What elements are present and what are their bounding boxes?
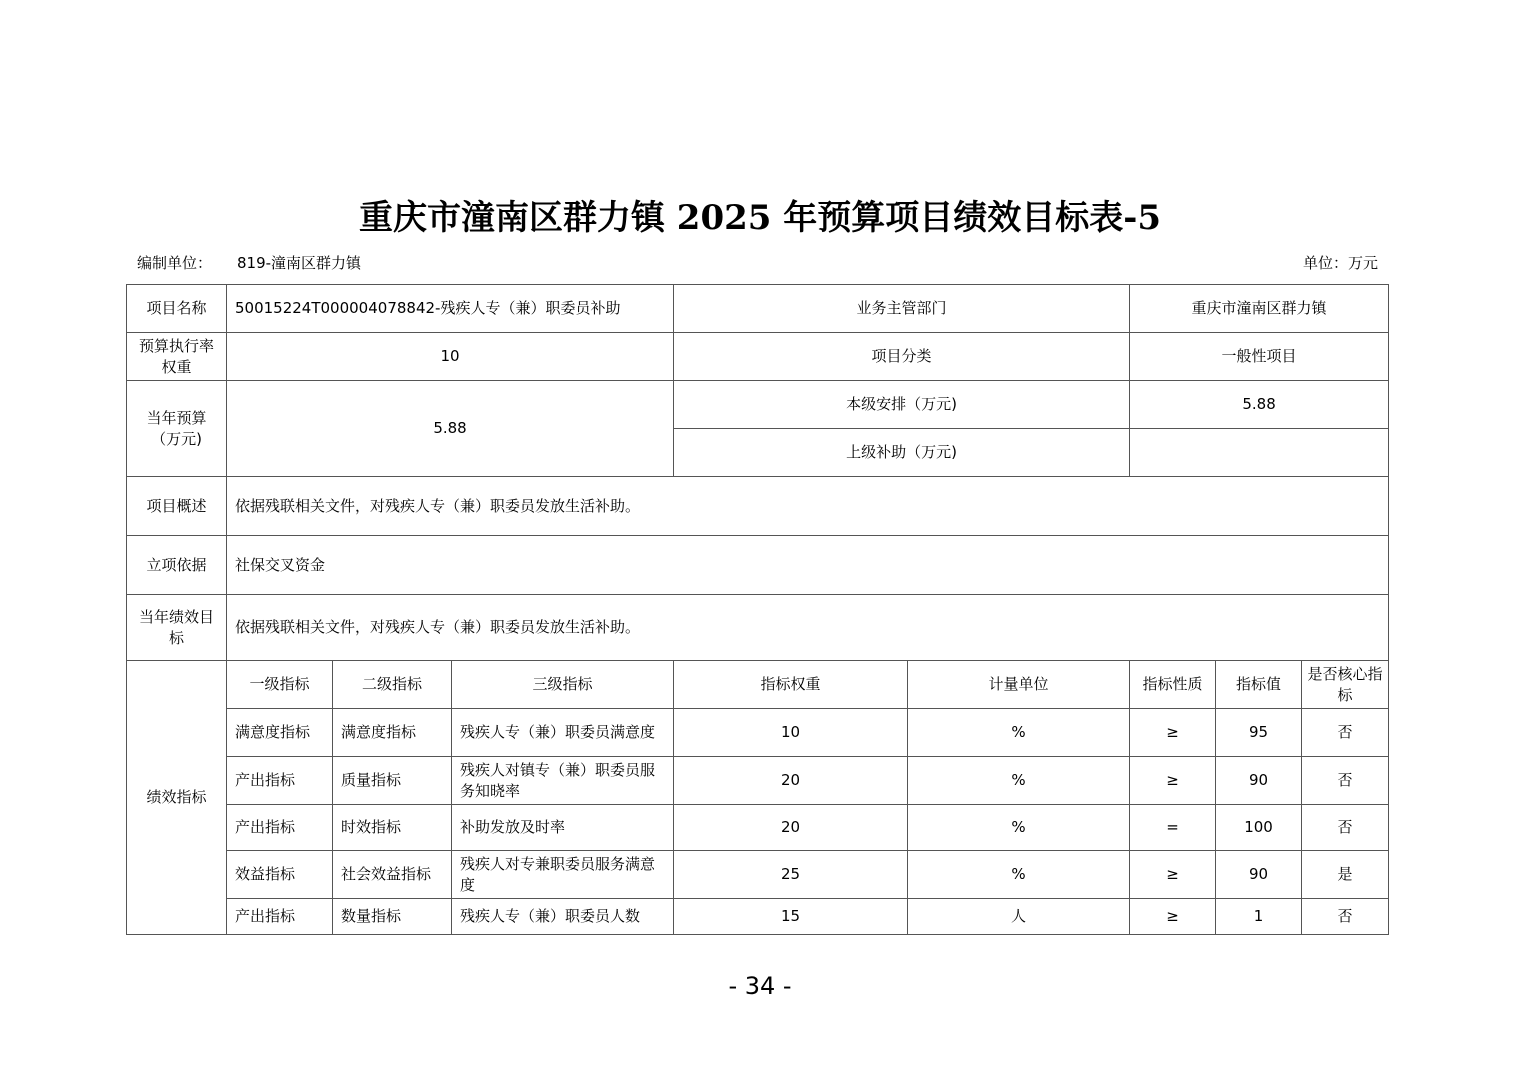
document-title: 重庆市潼南区群力镇 2025 年预算项目绩效目标表-5 <box>358 198 1162 238</box>
cell-l3: 残疾人对专兼职委员服务满意度 <box>452 851 674 899</box>
goal-label: 当年绩效目标 <box>127 595 227 661</box>
cell-nature: ≥ <box>1130 757 1216 805</box>
cell-l1: 产出指标 <box>227 757 333 805</box>
cell-unit: 人 <box>908 899 1130 935</box>
budget-value: 5.88 <box>227 381 674 477</box>
cell-weight: 15 <box>674 899 908 935</box>
compiling-unit-label: 编制单位： <box>137 254 213 272</box>
cell-core: 是 <box>1302 851 1389 899</box>
upper-label: 上级补助（万元) <box>674 429 1130 477</box>
cell-l3: 补助发放及时率 <box>452 805 674 851</box>
category-value: 一般性项目 <box>1130 333 1389 381</box>
header-unit: 计量单位 <box>908 661 1130 709</box>
upper-value <box>1130 429 1389 477</box>
cell-core: 否 <box>1302 899 1389 935</box>
header-nature: 指标性质 <box>1130 661 1216 709</box>
cell-l2: 社会效益指标 <box>333 851 452 899</box>
cell-weight: 25 <box>674 851 908 899</box>
cell-l1: 满意度指标 <box>227 709 333 757</box>
dept-value: 重庆市潼南区群力镇 <box>1130 285 1389 333</box>
cell-nature: ≥ <box>1130 851 1216 899</box>
cell-l1: 效益指标 <box>227 851 333 899</box>
cell-l3: 残疾人专（兼）职委员满意度 <box>452 709 674 757</box>
cell-l2: 数量指标 <box>333 899 452 935</box>
cell-core: 否 <box>1302 805 1389 851</box>
cell-value: 100 <box>1216 805 1302 851</box>
compiling-unit-value: 819-潼南区群力镇 <box>237 254 362 272</box>
cell-weight: 20 <box>674 757 908 805</box>
cell-l3: 残疾人专（兼）职委员人数 <box>452 899 674 935</box>
currency-unit: 单位：万元 <box>1302 254 1378 272</box>
cell-unit: % <box>908 709 1130 757</box>
cell-value: 90 <box>1216 851 1302 899</box>
cell-core: 否 <box>1302 709 1389 757</box>
header-value: 指标值 <box>1216 661 1302 709</box>
basis-value: 社保交叉资金 <box>227 536 1389 595</box>
cell-core: 否 <box>1302 757 1389 805</box>
header-core: 是否核心指标 <box>1302 661 1389 709</box>
header-l2: 二级指标 <box>333 661 452 709</box>
basis-label: 立项依据 <box>127 536 227 595</box>
table-row <box>127 709 1389 757</box>
header-l3: 三级指标 <box>452 661 674 709</box>
page-number: - 34 - <box>728 972 792 1000</box>
cell-l2: 满意度指标 <box>333 709 452 757</box>
header-l1: 一级指标 <box>227 661 333 709</box>
cell-value: 90 <box>1216 757 1302 805</box>
local-value: 5.88 <box>1130 381 1389 429</box>
cell-unit: % <box>908 805 1130 851</box>
cell-l2: 质量指标 <box>333 757 452 805</box>
cell-value: 1 <box>1216 899 1302 935</box>
performance-table <box>126 284 1389 935</box>
overview-value: 依据残联相关文件，对残疾人专（兼）职委员发放生活补助。 <box>227 477 1389 536</box>
project-name-value: 50015224T000004078842-残疾人专（兼）职委员补助 <box>227 285 674 333</box>
exec-weight-label: 预算执行率权重 <box>127 333 227 381</box>
indicators-section-label: 绩效指标 <box>127 661 227 935</box>
header-weight: 指标权重 <box>674 661 908 709</box>
table-row <box>127 851 1389 899</box>
cell-nature: = <box>1130 805 1216 851</box>
overview-label: 项目概述 <box>127 477 227 536</box>
cell-value: 95 <box>1216 709 1302 757</box>
cell-weight: 20 <box>674 805 908 851</box>
goal-value: 依据残联相关文件，对残疾人专（兼）职委员发放生活补助。 <box>227 595 1389 661</box>
table-row <box>127 757 1389 805</box>
exec-weight-value: 10 <box>227 333 674 381</box>
table-row <box>127 899 1389 935</box>
compiling-unit <box>137 252 361 273</box>
cell-weight: 10 <box>674 709 908 757</box>
cell-l1: 产出指标 <box>227 805 333 851</box>
category-label: 项目分类 <box>674 333 1130 381</box>
cell-nature: ≥ <box>1130 899 1216 935</box>
cell-l1: 产出指标 <box>227 899 333 935</box>
project-name-label: 项目名称 <box>127 285 227 333</box>
dept-label: 业务主管部门 <box>674 285 1130 333</box>
cell-l2: 时效指标 <box>333 805 452 851</box>
local-label: 本级安排（万元) <box>674 381 1130 429</box>
table-row <box>127 805 1389 851</box>
cell-nature: ≥ <box>1130 709 1216 757</box>
budget-label: 当年预算（万元) <box>127 381 227 477</box>
cell-unit: % <box>908 757 1130 805</box>
cell-l3: 残疾人对镇专（兼）职委员服务知晓率 <box>452 757 674 805</box>
cell-unit: % <box>908 851 1130 899</box>
